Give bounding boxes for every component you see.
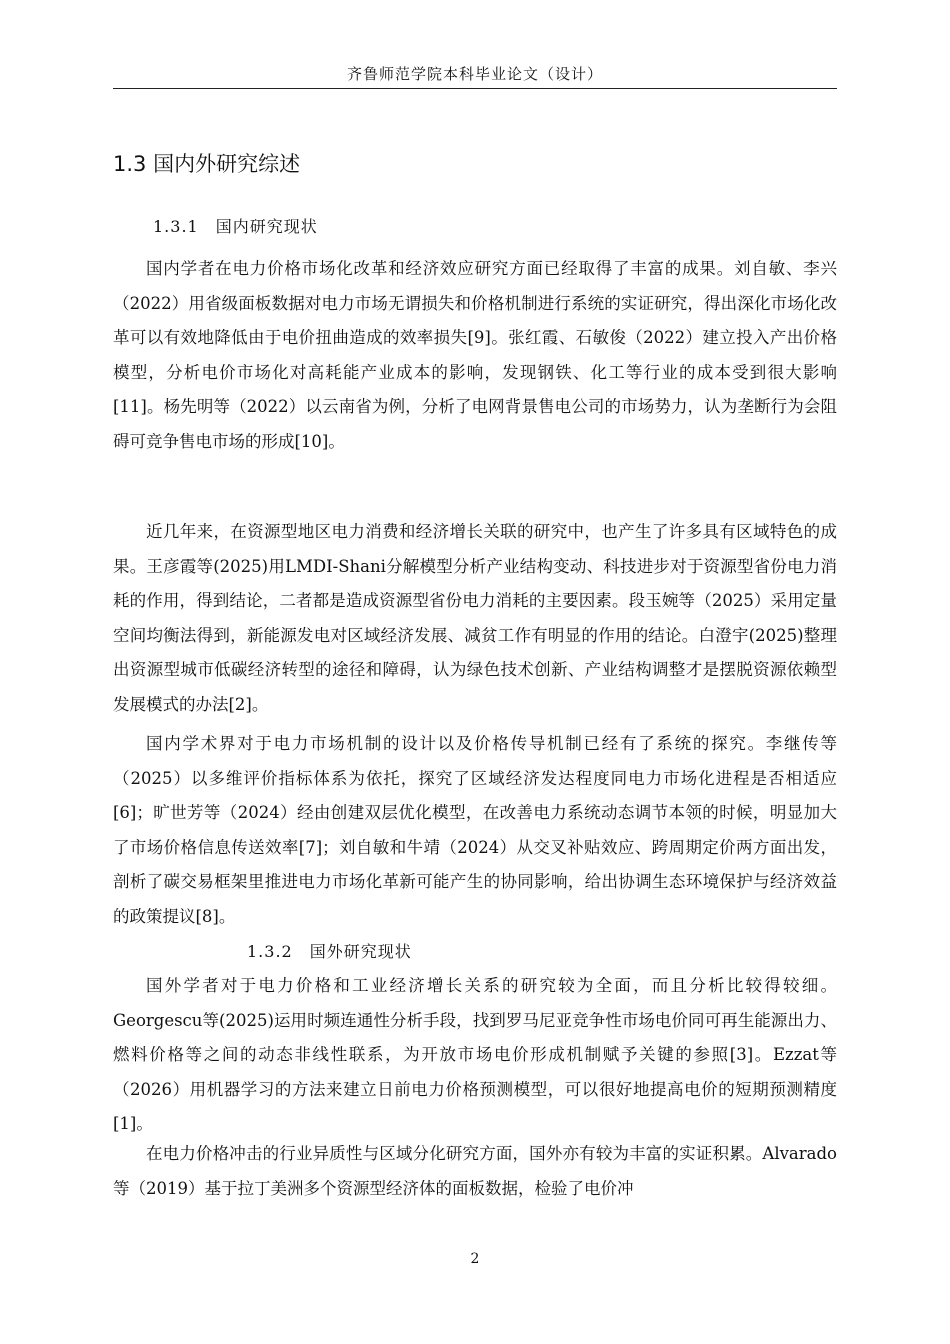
subsection-title-domestic: 1.3.1 国内研究现状 xyxy=(153,217,318,236)
paragraph: 国外学者对于电力价格和工业经济增长关系的研究较为全面，而且分析比较得较细。Georgescu等(2025)运用时频连通性分析手段，找到罗马尼亚竞争性市场电价同可再生能源出力、燃料价格等之间的动态非线性联系，为开放市场电价形成机制赋予关键的参照[3]。Ezzat等（2026）用机器学习的方法来建立日前电力价格预测模型，可以很好地提高电价的短期预测精度[1]。 xyxy=(113,976,837,1133)
subsection-title-foreign: 1.3.2 国外研究现状 xyxy=(247,942,412,961)
page-number: 2 xyxy=(470,1251,480,1267)
paragraph: 在电力价格冲击的行业异质性与区域分化研究方面，国外亦有较为丰富的实证积累。Alvarado等（2019）基于拉丁美洲多个资源型经济体的面板数据，检验了电价冲 xyxy=(113,1144,837,1198)
paragraph: 国内学术界对于电力市场机制的设计以及价格传导机制已经有了系统的探究。李继传等（2025）以多维评价指标体系为依托，探究了区域经济发达程度同电力市场化进程是否相适应[6]；旷世芳等（2024）经由创建双层优化模型，在改善电力系统动态调节本领的时候，明显加大了市场价格信息传送效率[7]；刘自敏和牛靖（2024）从交叉补贴效应、跨周期定价两方面出发，剖析了碳交易框架里推进电力市场化革新可能产生的协同影响，给出协调生态环境保护与经济效益的政策提议[8]。 xyxy=(113,734,837,926)
paragraph: 国内学者在电力价格市场化改革和经济效应研究方面已经取得了丰富的成果。刘自敏、李兴（2022）用省级面板数据对电力市场无谓损失和价格机制进行系统的实证研究，得出深化市场化改革可以有效地降低由于电价扭曲造成的效率损失[9]。张红霞、石敏俊（2022）建立投入产出价格模型，分析电价市场化对高耗能产业成本的影响，发现钢铁、化工等行业的成本受到很大影响[11]。杨先明等（2022）以云南省为例，分析了电网背景售电公司的市场势力，认为垄断行为会阻碍可竞争售电市场的形成[10]。 xyxy=(113,259,837,451)
section-title: 1.3 国内外研究综述 xyxy=(113,152,301,176)
paragraph: 近几年来，在资源型地区电力消费和经济增长关联的研究中，也产生了许多具有区域特色的成果。王彦霞等(2025)用LMDI-Shani分解模型分析产业结构变动、科技进步对于资源型省份电力消耗的作用，得到结论，二者都是造成资源型省份电力消耗的主要因素。段玉婉等（2025）采用定量空间均衡法得到，新能源发电对区域经济发展、减贫工作有明显的作用的结论。白澄宇(2025)整理出资源型城市低碳经济转型的途径和障碍，认为绿色技术创新、产业结构调整才是摆脱资源依赖型发展模式的办法[2]。 xyxy=(113,522,837,714)
page-header: 齐鲁师范学院本科毕业论文（设计） xyxy=(113,62,837,89)
